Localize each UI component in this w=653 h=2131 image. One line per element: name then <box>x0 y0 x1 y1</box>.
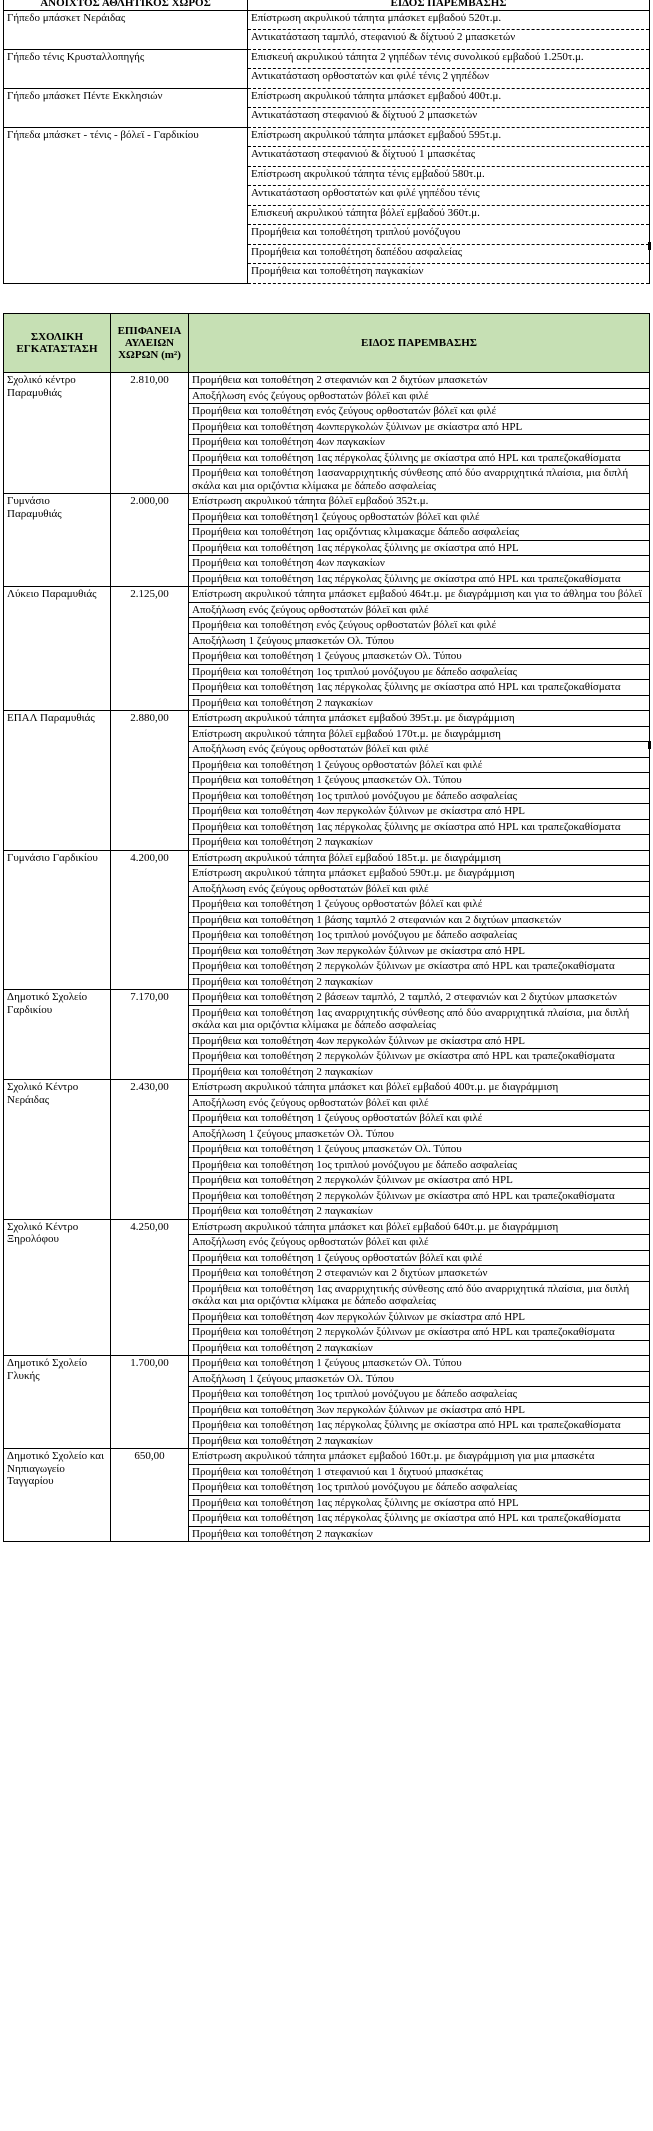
intervention-cell: Προμήθεια και τοποθέτηση 1 ζεύγους μπασκετών Ολ. Τύπου <box>189 1356 650 1372</box>
intervention-cell: Αποξήλωση 1 ζεύγους μπασκετών Ολ. Τύπου <box>189 1126 650 1142</box>
table-row <box>4 494 650 510</box>
intervention-cell: Επίστρωση ακρυλικού τάπητα βόλεϊ εμβαδού 170τ.μ. με διαγράμμιση <box>189 726 650 742</box>
intervention-cell: Προμήθεια και τοποθέτηση 1ος τριπλού μονόζυγου με δάπεδο ασφαλείας <box>189 1157 650 1173</box>
intervention-cell: Προμήθεια και τοποθέτηση 2 περγκολών ξύλινων με σκίαστρα από HPL και τραπεζοκαθίσματα <box>189 1049 650 1065</box>
intervention-cell: Προμήθεια και τοποθέτηση 1ας πέργκολας ξύλινης με σκίαστρα από HPL και τραπεζοκαθίσματα <box>189 1511 650 1527</box>
intervention-cell: Επίστρωση ακρυλικού τάπητα μπάσκετ εμβαδού 395τ.μ. με διαγράμμιση <box>189 711 650 727</box>
intervention-cell: Προμήθεια και τοποθέτηση 1ας πέργκολας ξύλινης με σκίαστρα από HPL <box>189 1495 650 1511</box>
intervention-cell: Επισκευή ακρυλικού τάπητα 2 γηπέδων τένις συνολικού εμβαδού 1.250τ.μ. <box>248 49 650 69</box>
intervention-cell: Επίστρωση ακρυλικού τάπητα μπάσκετ εμβαδού 400τ.μ. <box>248 88 650 108</box>
intervention-cell: Προμήθεια και τοποθέτηση 1 βάσης ταμπλό 2 στεφανιών και 2 διχτύων μπασκετών <box>189 912 650 928</box>
page-edge-mark <box>648 741 651 749</box>
intervention-cell: Προμήθεια και τοποθέτηση 2 βάσεων ταμπλό, 2 ταμπλό, 2 στεφανιών και 2 διχτύων μπασκετών <box>189 990 650 1006</box>
intervention-cell: Προμήθεια και τοποθέτηση 2 παγκακίων <box>189 1064 650 1080</box>
table-header-row <box>4 0 650 10</box>
area-cell: 2.430,00 <box>111 1080 189 1220</box>
facility-cell: Σχολικό Κέντρο Νεράιδας <box>4 1080 111 1220</box>
intervention-cell: Προμήθεια και τοποθέτηση 1 ζεύγους ορθοστατών βόλεϊ και φιλέ <box>189 757 650 773</box>
table-row <box>4 587 650 603</box>
table-row <box>4 1356 650 1372</box>
site-cell: Γήπεδα μπάσκετ - τένις - βόλεϊ - Γαρδικίου <box>4 127 248 283</box>
intervention-cell: Προμήθεια και τοποθέτηση 4ων περγκολών ξύλινων με σκίαστρα από HPL <box>189 1033 650 1049</box>
intervention-cell: Προμήθεια και τοποθέτηση 2 περγκολών ξύλινων με σκίαστρα από HPL και τραπεζοκαθίσματα <box>189 1188 650 1204</box>
intervention-cell: Προμήθεια και τοποθέτηση δαπέδου ασφαλείας <box>248 244 650 264</box>
intervention-cell: Προμήθεια και τοποθέτηση 2 στεφανιών και 2 διχτύων μπασκετών <box>189 373 650 389</box>
table-row <box>4 10 650 30</box>
area-cell: 7.170,00 <box>111 990 189 1080</box>
intervention-cell: Προμήθεια και τοποθέτηση 2 παγκακίων <box>189 695 650 711</box>
intervention-cell: Προμήθεια και τοποθέτηση 1ας πέργκολας ξύλινης με σκίαστρα από HPL και τραπεζοκαθίσματα <box>189 819 650 835</box>
facility-cell: Γυμνάσιο Γαρδικίου <box>4 850 111 990</box>
intervention-cell: Επίστρωση ακρυλικού τάπητα βόλεϊ εμβαδού 185τ.μ. με διαγράμμιση <box>189 850 650 866</box>
school-facilities-table <box>3 313 650 1542</box>
intervention-cell: Προμήθεια και τοποθέτηση 4ων παγκακίων <box>189 556 650 572</box>
intervention-cell: Προμήθεια και τοποθέτηση 1ος τριπλού μονόζυγου με δάπεδο ασφαλείας <box>189 788 650 804</box>
intervention-cell: Προμήθεια και τοποθέτηση 4ωνπεργκολών ξύλινων με σκίαστρα από HPL <box>189 419 650 435</box>
intervention-cell: Αποξήλωση 1 ζεύγους μπασκετών Ολ. Τύπου <box>189 633 650 649</box>
intervention-cell: Προμήθεια και τοποθέτηση 1ας πέργκολας ξύλινης με σκίαστρα από HPL <box>189 540 650 556</box>
intervention-cell: Προμήθεια και τοποθέτηση 1 ζεύγους ορθοστατών βόλεϊ και φιλέ <box>189 897 650 913</box>
facility-cell: Σχολικό κέντρο Παραμυθιάς <box>4 373 111 494</box>
intervention-cell: Αντικατάσταση ορθοστατών και φιλέ τένις 2 γηπέδων <box>248 69 650 89</box>
intervention-cell: Προμήθεια και τοποθέτηση 1 ζεύγους μπασκετών Ολ. Τύπου <box>189 1142 650 1158</box>
intervention-cell: Προμήθεια και τοποθέτηση 1 ζεύγους μπασκετών Ολ. Τύπου <box>189 773 650 789</box>
intervention-cell: Προμήθεια και τοποθέτηση 4ων περγκολών ξύλινων με σκίαστρα από HPL <box>189 1309 650 1325</box>
column-header-intervention: ΕΙΔΟΣ ΠΑΡΕΜΒΑΣΗΣ <box>189 314 650 373</box>
table-row <box>4 49 650 69</box>
intervention-cell: Αντικατάσταση ταμπλό, στεφανιού & δίχτυού 2 μπασκετών <box>248 30 650 50</box>
area-cell: 2.125,00 <box>111 587 189 711</box>
intervention-cell: Προμήθεια και τοποθέτηση 1ας πέργκολας ξύλινης με σκίαστρα από HPL και τραπεζοκαθίσματα <box>189 680 650 696</box>
intervention-cell: Προμήθεια και τοποθέτηση 2 περγκολών ξύλινων με σκίαστρα από HPL και τραπεζοκαθίσματα <box>189 959 650 975</box>
intervention-cell: Επίστρωση ακρυλικού τάπητα μπάσκετ εμβαδού 160τ.μ. με διαγράμμιση για μια μπασκέτα <box>189 1449 650 1465</box>
site-cell: Γήπεδο μπάσκετ Νεράιδας <box>4 10 248 49</box>
table-row <box>4 88 650 108</box>
intervention-cell: Προμήθεια και τοποθέτηση 2 περγκολών ξύλινων με σκίαστρα από HPL <box>189 1173 650 1189</box>
table-row <box>4 1449 650 1465</box>
facility-cell: Δημοτικό Σχολείο Γαρδικίου <box>4 990 111 1080</box>
intervention-cell: Προμήθεια και τοποθέτηση 1ας πέργκολας ξύλινης με σκίαστρα από HPL και τραπεζοκαθίσματα <box>189 571 650 587</box>
intervention-cell: Προμήθεια και τοποθέτηση 2 στεφανιών και 2 διχτύων μπασκετών <box>189 1266 650 1282</box>
column-header-area: ΕΠΙΦΑΝΕΙΑ ΑΥΛΕΙΩΝ ΧΩΡΩΝ (m²) <box>111 314 189 373</box>
intervention-cell: Προμήθεια και τοποθέτηση 2 παγκακίων <box>189 835 650 851</box>
intervention-cell: Προμήθεια και τοποθέτηση 4ων παγκακίων <box>189 435 650 451</box>
column-header-facility: ΣΧΟΛΙΚΗ ΕΓΚΑΤΑΣΤΑΣΗ <box>4 314 111 373</box>
column-header-site: ΑΝΟΙΧΤΟΣ ΑΘΛΗΤΙΚΟΣ ΧΩΡΟΣ <box>4 0 248 10</box>
intervention-cell: Προμήθεια και τοποθέτηση 4ων περγκολών ξύλινων με σκίαστρα από HPL <box>189 804 650 820</box>
intervention-cell: Αποξήλωση ενός ζεύγους ορθοστατών βόλεϊ και φιλέ <box>189 1095 650 1111</box>
intervention-cell: Επίστρωση ακρυλικού τάπητα βόλεϊ εμβαδού 352τ.μ. <box>189 494 650 510</box>
open-sports-spaces-body <box>4 10 650 283</box>
intervention-cell: Προμήθεια και τοποθέτηση 3ων περγκολών ξύλινων με σκίαστρα από HPL <box>189 943 650 959</box>
intervention-cell: Προμήθεια και τοποθέτηση ενός ζεύγους ορθοστατών βόλεϊ και φιλέ <box>189 618 650 634</box>
area-cell: 4.250,00 <box>111 1219 189 1356</box>
intervention-cell: Προμήθεια και τοποθέτηση 1ος τριπλού μονόζυγου με δάπεδο ασφαλείας <box>189 1387 650 1403</box>
page-edge-mark <box>648 242 651 250</box>
intervention-cell: Επισκευή ακρυλικού τάπητα βόλεϊ εμβαδού 360τ.μ. <box>248 205 650 225</box>
area-cell: 2.810,00 <box>111 373 189 494</box>
intervention-cell: Αποξήλωση ενός ζεύγους ορθοστατών βόλεϊ και φιλέ <box>189 881 650 897</box>
column-header-intervention: ΕΙΔΟΣ ΠΑΡΕΜΒΑΣΗΣ <box>248 0 650 10</box>
intervention-cell: Αποξήλωση ενός ζεύγους ορθοστατών βόλεϊ και φιλέ <box>189 742 650 758</box>
table-row <box>4 711 650 727</box>
facility-cell: Γυμνάσιο Παραμυθιάς <box>4 494 111 587</box>
facility-cell: Δημοτικό Σχολείο Γλυκής <box>4 1356 111 1449</box>
facility-cell: Λύκειο Παραμυθιάς <box>4 587 111 711</box>
intervention-cell: Προμήθεια και τοποθέτηση 1 στεφανιού και 1 διχτυού μπασκέτας <box>189 1464 650 1480</box>
intervention-cell: Προμήθεια και τοποθέτηση 2 παγκακίων <box>189 1204 650 1220</box>
intervention-cell: Προμήθεια και τοποθέτηση 1ος τριπλού μονόζυγου με δάπεδο ασφαλείας <box>189 1480 650 1496</box>
facility-cell: Δημοτικό Σχολείο και Νηπιαγωγείο Ταγγαρίου <box>4 1449 111 1542</box>
intervention-cell: Προμήθεια και τοποθέτηση 2 παγκακίων <box>189 1340 650 1356</box>
site-cell: Γήπεδο τένις Κρυσταλλοπηγής <box>4 49 248 88</box>
table-row <box>4 373 650 389</box>
intervention-cell: Επίστρωση ακρυλικού τάπητα τένις εμβαδού 580τ.μ. <box>248 166 650 186</box>
site-cell: Γήπεδο μπάσκετ Πέντε Εκκλησιών <box>4 88 248 127</box>
table-row <box>4 850 650 866</box>
table-row <box>4 1219 650 1235</box>
intervention-cell: Προμήθεια και τοποθέτηση 1ας πέργκολας ξύλινης με σκίαστρα από HPL και τραπεζοκαθίσματα <box>189 450 650 466</box>
intervention-cell: Προμήθεια και τοποθέτηση 1ας αναρριχητικής σύνθεσης από δύο αναρριχητικά πλαίσια, μια διπλή σκάλα και μια οριζόντια κλίμακα με δάπεδο ασφαλείας <box>189 1281 650 1309</box>
table-row <box>4 990 650 1006</box>
intervention-cell: Προμήθεια και τοποθέτηση παγκακίων <box>248 264 650 284</box>
intervention-cell: Αντικατάσταση ορθοστατών και φιλέ γηπέδου τένις <box>248 186 650 206</box>
intervention-cell: Αντικατάσταση στεφανιού & δίχτυού 2 μπασκετών <box>248 108 650 128</box>
intervention-cell: Επίστρωση ακρυλικού τάπητα μπάσκετ εμβαδού 464τ.μ. με διαγράμμιση και για το άθλημα του βόλεϊ <box>189 587 650 603</box>
intervention-cell: Αποξήλωση 1 ζεύγους μπασκετών Ολ. Τύπου <box>189 1371 650 1387</box>
intervention-cell: Προμήθεια και τοποθέτηση 1ας οριζόντιας κλιμακαςμε δάπεδο ασφαλείας <box>189 525 650 541</box>
table-row <box>4 127 650 147</box>
intervention-cell: Προμήθεια και τοποθέτηση 2 περγκολών ξύλινων με σκίαστρα από HPL και τραπεζοκαθίσματα <box>189 1325 650 1341</box>
intervention-cell: Αποξήλωση ενός ζεύγους ορθοστατών βόλεϊ και φιλέ <box>189 388 650 404</box>
area-cell: 2.000,00 <box>111 494 189 587</box>
school-facilities-body <box>4 373 650 1542</box>
intervention-cell: Προμήθεια και τοποθέτηση 2 παγκακίων <box>189 1526 650 1542</box>
intervention-cell: Προμήθεια και τοποθέτηση 1ας πέργκολας ξύλινης με σκίαστρα από HPL και τραπεζοκαθίσματα <box>189 1418 650 1434</box>
intervention-cell: Προμήθεια και τοποθέτηση ενός ζεύγους ορθοστατών βόλεϊ και φιλέ <box>189 404 650 420</box>
intervention-cell: Προμήθεια και τοποθέτηση 1 ζεύγους μπασκετών Ολ. Τύπου <box>189 649 650 665</box>
intervention-cell: Προμήθεια και τοποθέτηση 2 παγκακίων <box>189 974 650 990</box>
intervention-cell: Επίστρωση ακρυλικού τάπητα μπάσκετ εμβαδού 595τ.μ. <box>248 127 650 147</box>
intervention-cell: Προμήθεια και τοποθέτηση 1 ζεύγους ορθοστατών βόλεϊ και φιλέ <box>189 1250 650 1266</box>
intervention-cell: Προμήθεια και τοποθέτηση 1ος τριπλού μονόζυγου με δάπεδο ασφαλείας <box>189 664 650 680</box>
facility-cell: Σχολικό Κέντρο Ξηρολόφου <box>4 1219 111 1356</box>
facility-cell: ΕΠΑΛ Παραμυθιάς <box>4 711 111 851</box>
intervention-cell: Προμήθεια και τοποθέτηση 1ας αναρριχητικής σύνθεσης από δύο αναρριχητικά πλαίσια, μια διπλή σκάλα και μια οριζόντια κλίμακα με δάπεδο ασφαλείας <box>189 1005 650 1033</box>
intervention-cell: Επίστρωση ακρυλικού τάπητα μπάσκετ εμβαδού 590τ.μ. με διαγράμμιση <box>189 866 650 882</box>
intervention-cell: Προμήθεια και τοποθέτηση 3ων περγκολών ξύλινων με σκίαστρα από HPL <box>189 1402 650 1418</box>
intervention-cell: Επίστρωση ακρυλικού τάπητα μπάσκετ εμβαδού 520τ.μ. <box>248 10 650 30</box>
open-sports-spaces-table <box>3 0 650 284</box>
intervention-cell: Αποξήλωση ενός ζεύγους ορθοστατών βόλεϊ και φιλέ <box>189 1235 650 1251</box>
intervention-cell: Προμήθεια και τοποθέτηση 1ασαναρριχητικής σύνθεσης από δύο αναρριχητικά πλαίσια, μια διπλή σκάλα και μια οριζόντια κλίμακα με δάπεδο ασφαλείας <box>189 466 650 494</box>
table-header-row <box>4 314 650 373</box>
area-cell: 650,00 <box>111 1449 189 1542</box>
intervention-cell: Προμήθεια και τοποθέτηση 2 παγκακίων <box>189 1433 650 1449</box>
intervention-cell: Προμήθεια και τοποθέτηση 1 ζεύγους ορθοστατών βόλεϊ και φιλέ <box>189 1111 650 1127</box>
intervention-cell: Αντικατάσταση στεφανιού & δίχτυού 1 μπασκέτας <box>248 147 650 167</box>
intervention-cell: Προμήθεια και τοποθέτηση 1ος τριπλού μονόζυγου με δάπεδο ασφαλείας <box>189 928 650 944</box>
intervention-cell: Αποξήλωση ενός ζεύγους ορθοστατών βόλεϊ και φιλέ <box>189 602 650 618</box>
intervention-cell: Επίστρωση ακρυλικού τάπητα μπάσκετ και βόλεϊ εμβαδού 640τ.μ. με διαγράμμιση <box>189 1219 650 1235</box>
intervention-cell: Προμήθεια και τοποθέτηση1 ζεύγους ορθοστατών βόλεϊ και φιλέ <box>189 509 650 525</box>
area-cell: 1.700,00 <box>111 1356 189 1449</box>
intervention-cell: Προμήθεια και τοποθέτηση τριπλού μονόζυγου <box>248 225 650 245</box>
table-row <box>4 1080 650 1096</box>
area-cell: 2.880,00 <box>111 711 189 851</box>
area-cell: 4.200,00 <box>111 850 189 990</box>
intervention-cell: Επίστρωση ακρυλικού τάπητα μπάσκετ και βόλεϊ εμβαδού 400τ.μ. με διαγράμμιση <box>189 1080 650 1096</box>
